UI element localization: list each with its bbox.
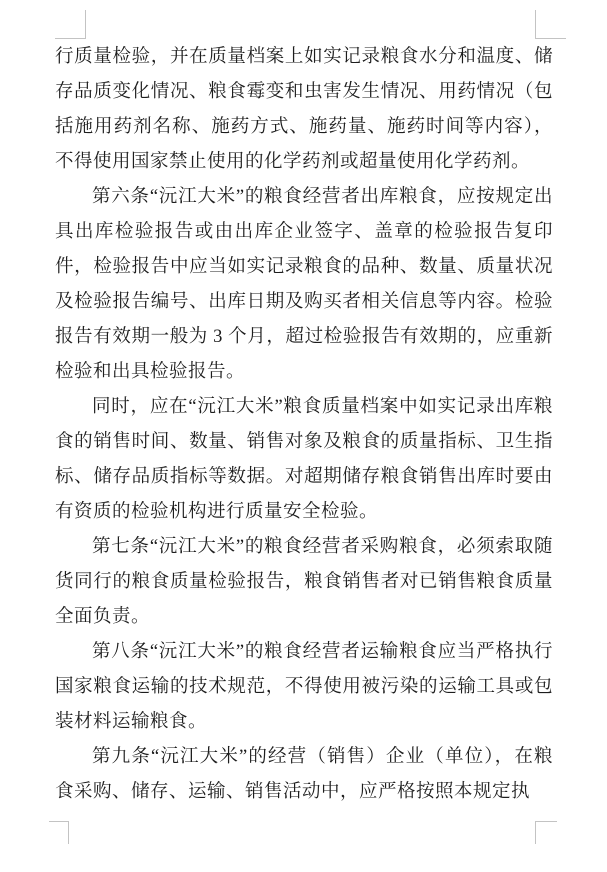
document-body bbox=[55, 40, 553, 810]
paragraph-article-6-supplement: 同时，应在“沅江大米”粮食质量档案中如实记录出库粮食的销售时间、数量、销售对象及粮食的质量指标、卫生指标、储存品质指标等数据。对超期储存粮食销售出库时要由有资质的检验机构进行质量安全检验。 bbox=[55, 397, 553, 522]
paragraph-continuation: 行质量检验，并在质量档案上如实记录粮食水分和温度、储存品质变化情况、粮食霉变和虫害发生情况、用药情况（包括施用药剂名称、施药方式、施药量、施药时间等内容），不得使用国家禁止使用的化学药剂或超量使用化学药剂。 bbox=[55, 47, 553, 172]
crop-mark-bottom-right-icon bbox=[535, 821, 557, 844]
crop-mark-top-right-icon bbox=[535, 10, 566, 39]
paragraph-article-6: 第六条“沅江大米”的粮食经营者出库粮食，应按规定出具出库检验报告或由出库企业签字、盖章的检验报告复印件，检验报告中应当如实记录粮食的品种、数量、质量状况及检验报告编号、出库日期及购买者相关信息等内容。检验报告有效期一般为 3 个月，超过检验报告有效期的，应重新检验和出具检验报告。 bbox=[55, 187, 553, 382]
paragraph-article-7: 第七条“沅江大米”的粮食经营者采购粮食，必须索取随货同行的粮食质量检验报告，粮食销售者对已销售粮食质量全面负责。 bbox=[55, 537, 553, 627]
crop-mark-top-left-icon bbox=[55, 10, 86, 39]
paragraph-article-8: 第八条“沅江大米”的粮食经营者运输粮食应当严格执行国家粮食运输的技术规范，不得使用被污染的运输工具或包装材料运输粮食。 bbox=[55, 642, 553, 732]
crop-mark-bottom-left-icon bbox=[49, 821, 69, 844]
paragraph-article-9: 第九条“沅江大米”的经营（销售）企业（单位），在粮食采购、储存、运输、销售活动中，应严格按照本规定执 bbox=[55, 747, 553, 802]
